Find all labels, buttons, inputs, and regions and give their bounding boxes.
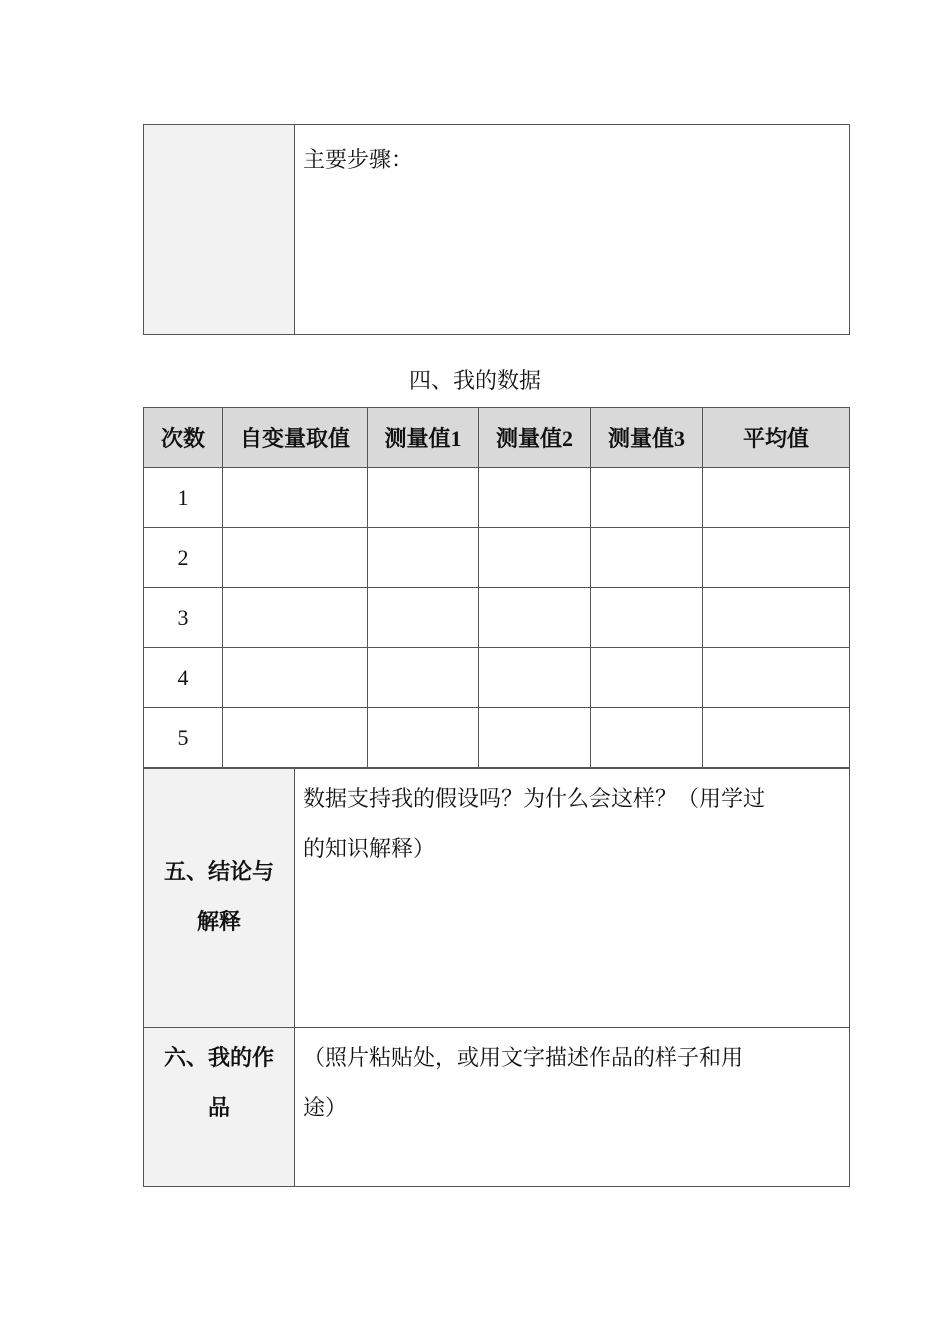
steps-label: 主要步骤： bbox=[303, 148, 414, 173]
header-measurement-1: 测量值1 bbox=[368, 408, 479, 468]
row-number: 4 bbox=[144, 648, 223, 708]
row-number: 1 bbox=[144, 468, 223, 528]
header-count: 次数 bbox=[144, 408, 223, 468]
table-row bbox=[144, 528, 850, 588]
header-measurement-3: 测量值3 bbox=[591, 408, 703, 468]
input-cell[interactable] bbox=[368, 708, 479, 768]
input-cell[interactable] bbox=[703, 708, 850, 768]
input-cell[interactable] bbox=[703, 588, 850, 648]
input-cell[interactable] bbox=[223, 588, 368, 648]
input-cell[interactable] bbox=[703, 468, 850, 528]
row-number: 5 bbox=[144, 708, 223, 768]
input-cell[interactable] bbox=[703, 528, 850, 588]
work-prompt-line2: 途） bbox=[303, 1096, 348, 1121]
input-cell[interactable] bbox=[479, 468, 591, 528]
table-row bbox=[144, 708, 850, 768]
work-label-line2: 品 bbox=[207, 1096, 230, 1121]
input-cell[interactable] bbox=[479, 588, 591, 648]
input-cell[interactable] bbox=[368, 588, 479, 648]
conclusion-label-line2: 解释 bbox=[196, 910, 241, 935]
data-section-title: 四、我的数据 bbox=[408, 369, 541, 394]
input-cell[interactable] bbox=[223, 468, 368, 528]
input-cell[interactable] bbox=[479, 528, 591, 588]
steps-content-cell[interactable] bbox=[295, 125, 850, 335]
input-cell[interactable] bbox=[591, 708, 703, 768]
input-cell[interactable] bbox=[591, 468, 703, 528]
input-cell[interactable] bbox=[591, 648, 703, 708]
header-average: 平均值 bbox=[703, 408, 850, 468]
input-cell[interactable] bbox=[368, 468, 479, 528]
input-cell[interactable] bbox=[591, 528, 703, 588]
table-row bbox=[144, 648, 850, 708]
header-measurement-2: 测量值2 bbox=[479, 408, 591, 468]
table-row bbox=[144, 468, 850, 528]
steps-table bbox=[143, 124, 850, 335]
data-table-header-row bbox=[144, 408, 850, 468]
work-prompt-line1: （照片粘贴处，或用文字描述作品的样子和用 bbox=[303, 1046, 744, 1071]
input-cell[interactable] bbox=[479, 648, 591, 708]
steps-label-cell bbox=[144, 125, 295, 335]
conclusion-label bbox=[144, 769, 295, 1028]
row-number: 3 bbox=[144, 588, 223, 648]
input-cell[interactable] bbox=[223, 528, 368, 588]
work-content[interactable] bbox=[295, 1028, 850, 1187]
table-row bbox=[144, 588, 850, 648]
input-cell[interactable] bbox=[223, 648, 368, 708]
conclusion-label-line1: 五、结论与 bbox=[163, 860, 274, 885]
conclusion-prompt-line2: 的知识解释） bbox=[303, 837, 436, 862]
work-label bbox=[144, 1028, 295, 1187]
input-cell[interactable] bbox=[479, 708, 591, 768]
data-table bbox=[143, 407, 850, 768]
input-cell[interactable] bbox=[368, 528, 479, 588]
input-cell[interactable] bbox=[368, 648, 479, 708]
input-cell[interactable] bbox=[223, 708, 368, 768]
row-number: 2 bbox=[144, 528, 223, 588]
work-label-line1: 六、我的作 bbox=[163, 1046, 274, 1071]
input-cell[interactable] bbox=[591, 588, 703, 648]
conclusion-work-table bbox=[143, 768, 850, 1187]
conclusion-prompt-line1: 数据支持我的假设吗？为什么会这样？（用学过 bbox=[303, 787, 766, 812]
conclusion-content[interactable] bbox=[295, 769, 850, 1028]
input-cell[interactable] bbox=[703, 648, 850, 708]
header-independent-variable: 自变量取值 bbox=[223, 408, 368, 468]
